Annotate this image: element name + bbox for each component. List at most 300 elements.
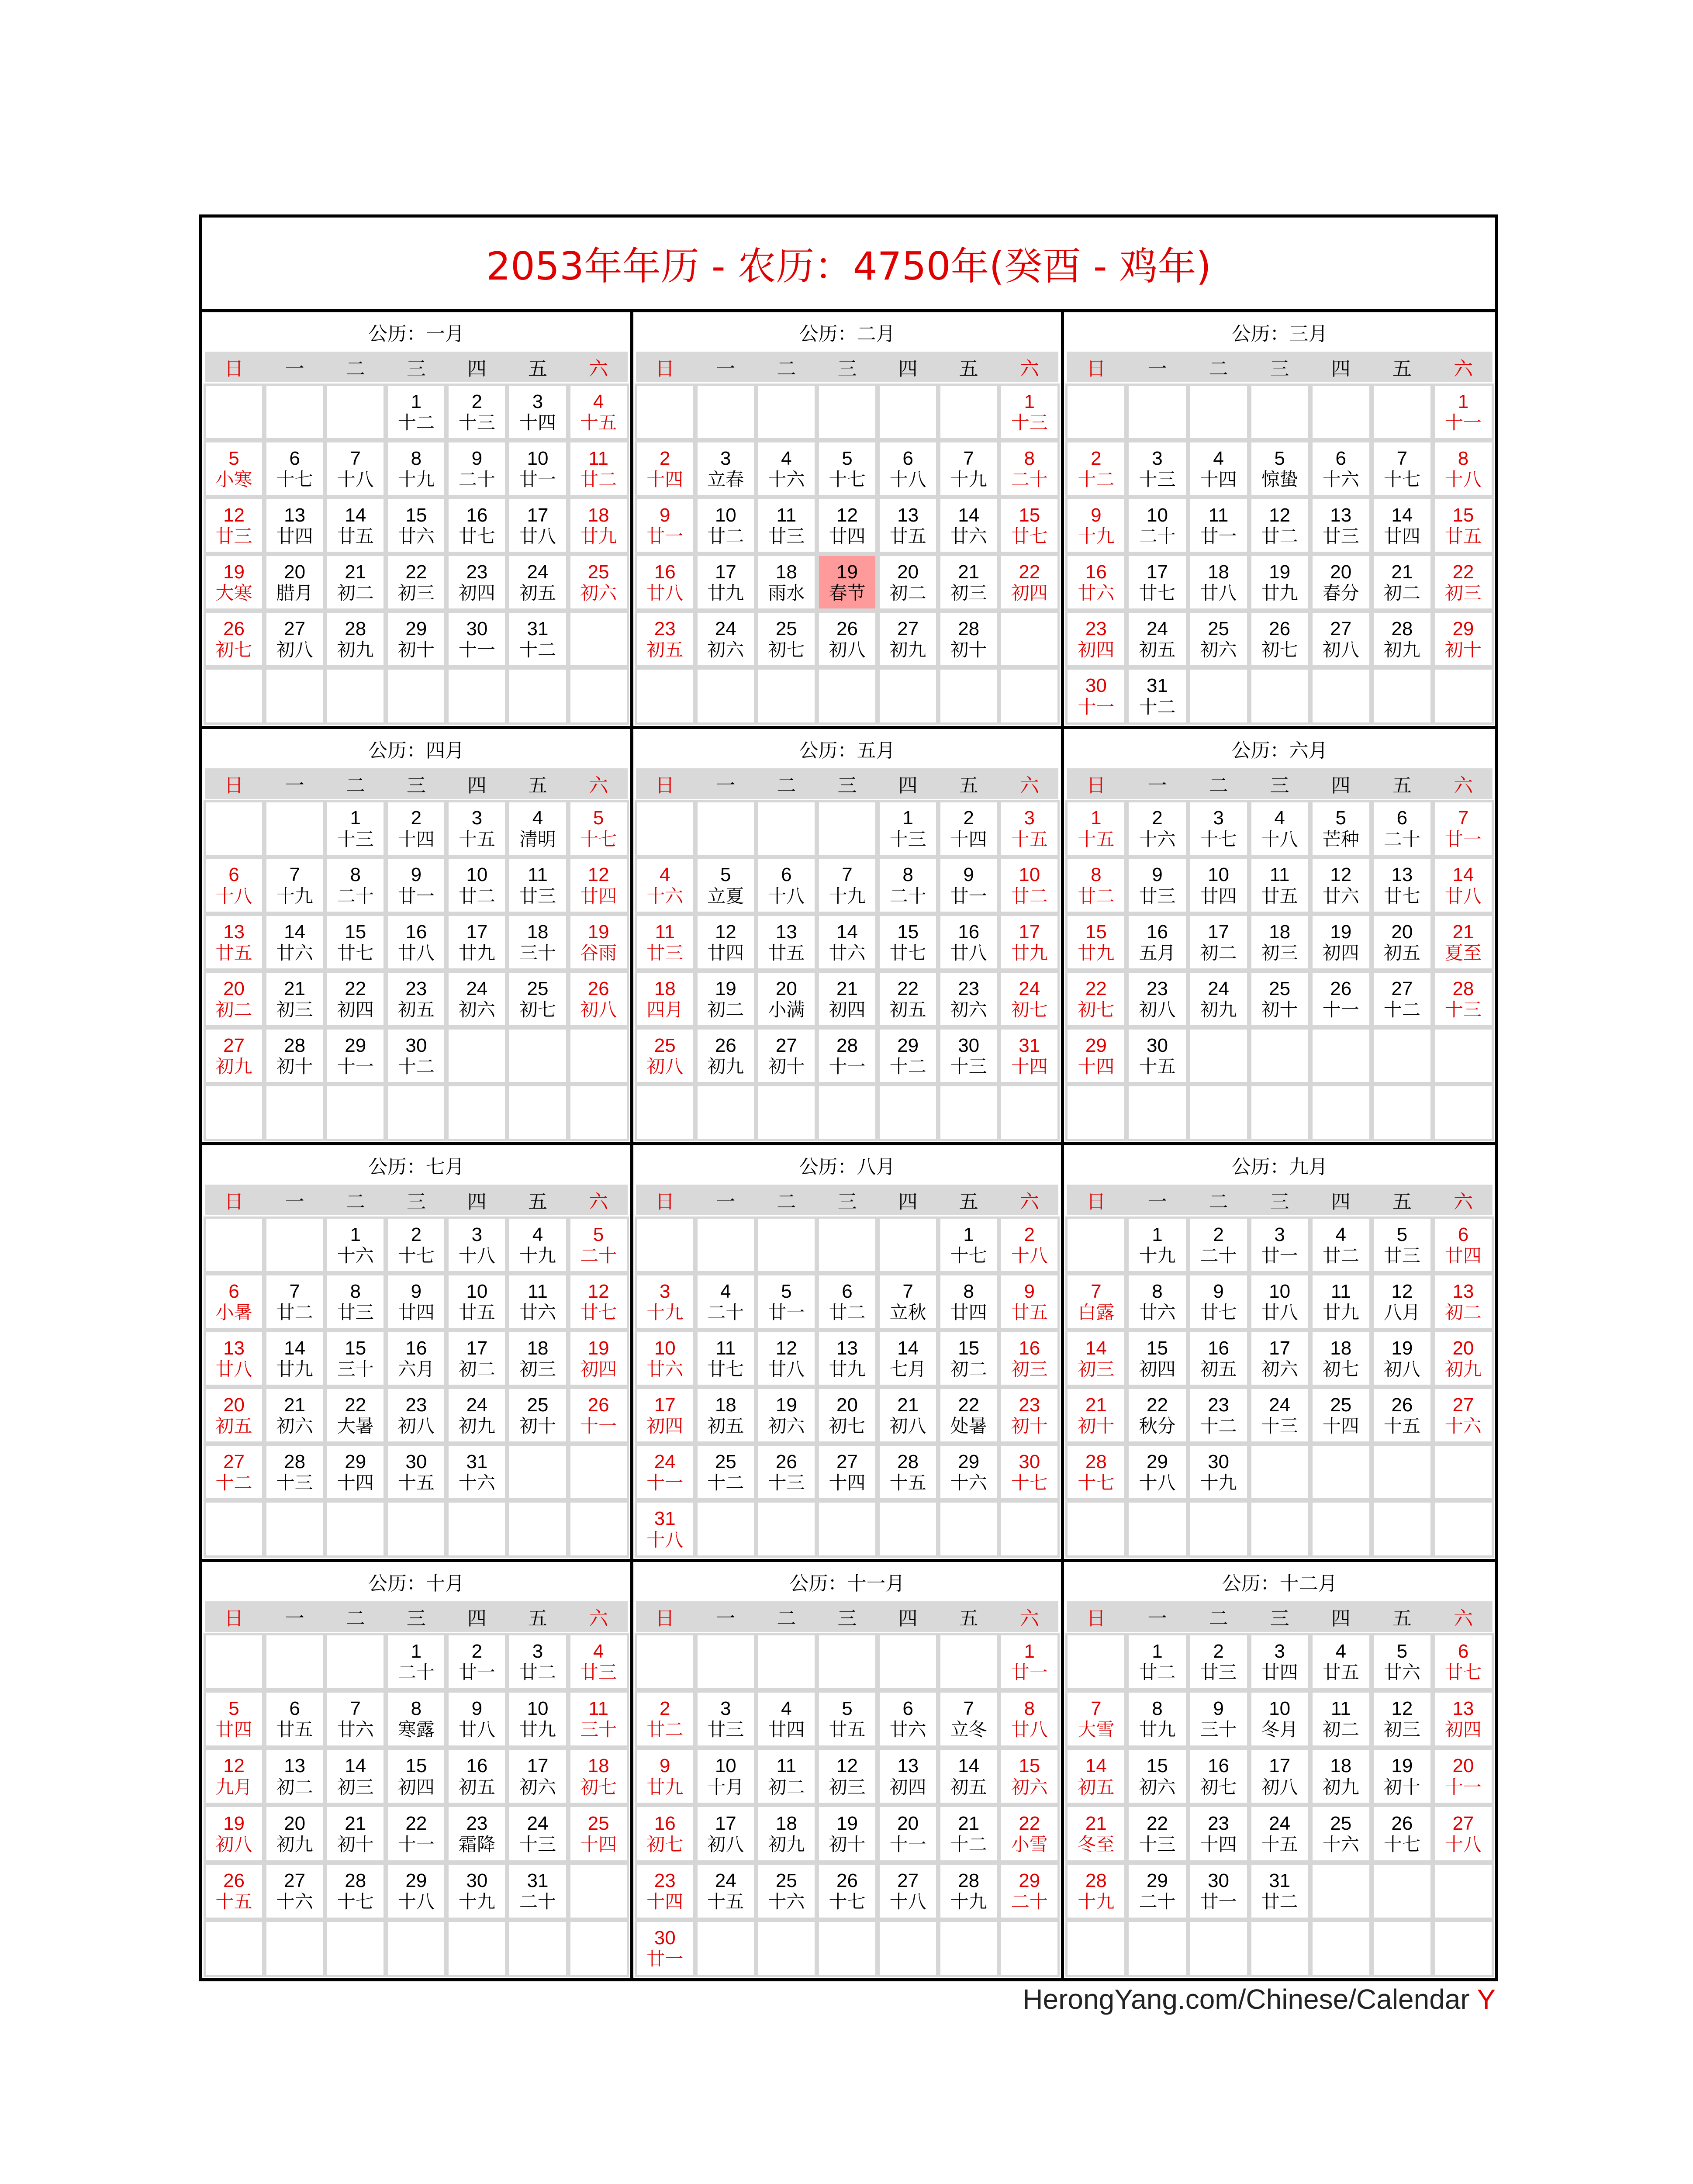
day-cell [1434, 1275, 1493, 1329]
day-cell [1312, 1692, 1370, 1746]
gregorian-day: 2 [1024, 1223, 1035, 1245]
lunar-day: 寒露 [397, 1719, 435, 1741]
day-cell [326, 1331, 384, 1386]
gregorian-day: 8 [411, 447, 422, 469]
day-cell [508, 1275, 567, 1329]
day-cell [1067, 858, 1125, 912]
gregorian-day: 17 [466, 1337, 488, 1359]
gregorian-day: 8 [411, 1698, 422, 1720]
lunar-day: 廿七 [1139, 582, 1176, 604]
lunar-day: 十九 [1078, 1891, 1115, 1913]
lunar-day: 十三 [1261, 1415, 1298, 1437]
empty-cell [1000, 1085, 1058, 1140]
gregorian-day: 26 [1391, 1812, 1413, 1834]
lunar-day: 初三 [519, 1358, 556, 1380]
empty-cell [205, 1502, 263, 1556]
day-cell [636, 1864, 694, 1918]
day-cell [570, 1692, 628, 1746]
lunar-day: 廿三 [646, 942, 684, 964]
day-cell [1067, 915, 1125, 969]
lunar-day: 廿一 [458, 1662, 495, 1683]
day-cell [1067, 972, 1125, 1026]
gregorian-day: 17 [1269, 1337, 1291, 1359]
weekday-label: 三 [837, 774, 857, 797]
lunar-day: 初十 [768, 1055, 805, 1077]
lunar-day: 廿六 [1078, 582, 1115, 604]
gregorian-day: 6 [842, 1280, 853, 1302]
day-cell [879, 1864, 937, 1918]
empty-cell [697, 669, 755, 723]
weekday-label: 五 [959, 1191, 978, 1213]
day-cell [387, 612, 445, 666]
gregorian-day: 6 [781, 864, 792, 886]
lunar-day: 初九 [276, 1833, 313, 1855]
gregorian-day: 8 [1024, 1698, 1035, 1720]
day-cell [326, 1029, 384, 1083]
gregorian-day: 10 [1146, 505, 1168, 526]
day-cell [387, 1388, 445, 1442]
lunar-day: 廿四 [397, 1302, 435, 1324]
lunar-day: 十五 [397, 1472, 435, 1494]
weekday-label: 三 [406, 358, 426, 380]
day-cell [266, 555, 324, 609]
lunar-day: 十四 [829, 1472, 866, 1494]
gregorian-day: 19 [1269, 561, 1291, 583]
lunar-day: 初六 [707, 639, 744, 661]
day-cell [205, 1445, 263, 1499]
day-cell [1373, 1635, 1431, 1689]
gregorian-day: 23 [1146, 978, 1168, 999]
lunar-day: 初二 [707, 999, 744, 1020]
lunar-day: 十四 [1078, 1055, 1115, 1077]
gregorian-day: 3 [1274, 1223, 1285, 1245]
weekday-label: 六 [1453, 774, 1473, 797]
gregorian-day: 13 [836, 1337, 858, 1359]
empty-cell [448, 1029, 506, 1083]
empty-cell [636, 1218, 694, 1272]
lunar-day: 十九 [829, 885, 866, 907]
lunar-day: 十八 [889, 1891, 926, 1913]
gregorian-day: 28 [958, 1870, 980, 1891]
day-cell [205, 858, 263, 912]
weekday-label: 五 [1392, 358, 1412, 380]
gregorian-day: 17 [1269, 1755, 1291, 1777]
lunar-day: 初九 [1383, 639, 1420, 661]
weekday-label: 一 [716, 774, 736, 797]
day-cell [940, 612, 998, 666]
weekday-label: 日 [224, 774, 244, 797]
gregorian-day: 3 [1274, 1640, 1285, 1662]
gregorian-day: 16 [466, 505, 488, 526]
gregorian-day: 11 [655, 921, 675, 943]
lunar-day: 初六 [950, 999, 987, 1020]
lunar-day: 廿三 [215, 525, 252, 547]
day-grid [636, 799, 1059, 1143]
gregorian-day: 9 [411, 1280, 422, 1302]
empty-cell [879, 385, 937, 439]
day-cell [326, 858, 384, 912]
gregorian-day: 24 [1146, 618, 1168, 640]
gregorian-day: 19 [836, 1812, 858, 1834]
gregorian-day: 7 [963, 1698, 974, 1720]
day-cell [266, 972, 324, 1026]
gregorian-day: 27 [1391, 978, 1413, 999]
gregorian-day: 10 [715, 505, 736, 526]
lunar-day: 廿一 [1444, 828, 1482, 850]
lunar-day: 初五 [1139, 639, 1176, 661]
empty-cell [818, 1635, 876, 1689]
gregorian-day: 21 [1085, 1812, 1107, 1834]
lunar-day: 八月 [1383, 1302, 1420, 1324]
empty-cell [636, 1635, 694, 1689]
lunar-day: 二十 [337, 885, 374, 907]
gregorian-day: 29 [958, 1451, 980, 1473]
weekday-label: 二 [777, 774, 796, 797]
gregorian-day: 23 [654, 618, 676, 640]
gregorian-day: 14 [1085, 1755, 1107, 1777]
gregorian-day: 7 [963, 447, 974, 469]
months-grid [202, 312, 1495, 1978]
lunar-day: 二十 [519, 1891, 556, 1913]
day-cell [326, 1445, 384, 1499]
day-cell [448, 858, 506, 912]
day-cell [879, 1388, 937, 1442]
day-cell [818, 1275, 876, 1329]
lunar-day: 初三 [1011, 1358, 1048, 1380]
gregorian-day: 9 [471, 447, 483, 469]
gregorian-day: 1 [350, 807, 361, 829]
day-cell [1189, 972, 1248, 1026]
lunar-day: 初六 [768, 1415, 805, 1437]
empty-cell [940, 1085, 998, 1140]
day-cell [697, 858, 755, 912]
day-cell [1434, 802, 1493, 856]
day-cell [570, 1388, 628, 1442]
gregorian-day: 12 [223, 505, 245, 526]
gregorian-day: 5 [842, 447, 853, 469]
weekday-label: 日 [224, 1191, 244, 1213]
day-cell [266, 442, 324, 496]
day-cell [1373, 442, 1431, 496]
lunar-day: 二十 [1139, 1891, 1176, 1913]
lunar-day: 十二 [519, 639, 556, 661]
empty-cell [266, 1085, 324, 1140]
empty-cell [508, 1502, 567, 1556]
lunar-day: 廿六 [889, 1719, 926, 1741]
month-title: 公历：二月 [799, 323, 895, 345]
gregorian-day: 11 [1330, 1698, 1351, 1720]
gregorian-day: 12 [1330, 864, 1352, 886]
lunar-day: 春节 [829, 582, 866, 604]
lunar-day: 十五 [889, 1472, 926, 1494]
gregorian-day: 3 [1024, 807, 1035, 829]
lunar-day: 廿二 [646, 1719, 684, 1741]
empty-cell [1434, 1921, 1493, 1976]
day-cell [1067, 1692, 1125, 1746]
lunar-day: 初四 [889, 1776, 926, 1798]
day-cell [1189, 802, 1248, 856]
lunar-day: 廿二 [458, 885, 495, 907]
day-cell [1128, 1275, 1186, 1329]
gregorian-day: 22 [897, 978, 919, 999]
lunar-day: 十三 [519, 1833, 556, 1855]
lunar-day: 初十 [950, 639, 987, 661]
day-cell [1251, 498, 1309, 553]
lunar-day: 初八 [707, 1833, 744, 1855]
day-grid [1067, 799, 1493, 1143]
day-cell [1000, 972, 1058, 1026]
day-cell [387, 972, 445, 1026]
lunar-day: 初九 [889, 639, 926, 661]
lunar-day: 十四 [580, 1833, 617, 1855]
day-cell [448, 442, 506, 496]
gregorian-day: 14 [897, 1337, 919, 1359]
lunar-day: 廿一 [519, 469, 556, 491]
gregorian-day: 29 [345, 1034, 366, 1056]
lunar-day: 廿四 [1200, 885, 1237, 907]
lunar-day: 十四 [950, 828, 987, 850]
lunar-day: 十七 [1383, 1833, 1420, 1855]
day-cell [570, 1275, 628, 1329]
lunar-day: 十二 [397, 1055, 435, 1077]
lunar-day: 初三 [1261, 942, 1298, 964]
day-cell [1128, 915, 1186, 969]
lunar-day: 初四 [1322, 942, 1359, 964]
gregorian-day: 28 [958, 618, 980, 640]
weekday-label: 二 [346, 1607, 365, 1630]
lunar-day: 廿二 [1261, 525, 1298, 547]
day-cell [879, 1749, 937, 1804]
empty-cell [508, 1029, 567, 1083]
lunar-day: 小暑 [215, 1302, 252, 1324]
lunar-day: 廿七 [1383, 885, 1420, 907]
gregorian-day: 27 [1452, 1812, 1474, 1834]
gregorian-day: 10 [527, 1698, 549, 1720]
gregorian-day: 13 [284, 1755, 306, 1777]
lunar-day: 初七 [768, 639, 805, 661]
gregorian-day: 28 [1085, 1870, 1107, 1891]
day-cell [387, 1806, 445, 1861]
day-cell [1128, 1864, 1186, 1918]
gregorian-day: 6 [1396, 807, 1408, 829]
empty-cell [1373, 1864, 1431, 1918]
gregorian-day: 16 [466, 1755, 488, 1777]
day-cell [508, 1806, 567, 1861]
gregorian-day: 25 [1269, 978, 1291, 999]
day-cell [570, 1635, 628, 1689]
empty-cell [818, 1921, 876, 1976]
lunar-day: 初四 [1011, 582, 1048, 604]
gregorian-day: 20 [223, 978, 245, 999]
lunar-day: 初二 [215, 999, 252, 1020]
day-cell [266, 1029, 324, 1083]
day-cell [636, 442, 694, 496]
lunar-day: 春分 [1322, 582, 1359, 604]
gregorian-day: 24 [1269, 1812, 1291, 1834]
lunar-day: 十二 [707, 1472, 744, 1494]
weekday-label: 一 [285, 358, 304, 380]
month-title: 公历：一月 [368, 323, 464, 345]
gregorian-day: 8 [1152, 1280, 1163, 1302]
gregorian-day: 21 [1452, 921, 1474, 943]
gregorian-day: 21 [836, 978, 858, 999]
gregorian-day: 29 [897, 1034, 919, 1056]
gregorian-day: 14 [836, 921, 858, 943]
day-cell [387, 1749, 445, 1804]
lunar-day: 十六 [646, 885, 684, 907]
day-cell [1312, 612, 1370, 666]
lunar-day: 十六 [1322, 469, 1359, 491]
gregorian-day: 6 [228, 1280, 239, 1302]
day-cell [940, 1388, 998, 1442]
day-cell [387, 1275, 445, 1329]
empty-cell [818, 1085, 876, 1140]
lunar-day: 廿九 [1011, 942, 1048, 964]
day-cell [387, 1029, 445, 1083]
day-cell [1000, 385, 1058, 439]
weekday-label: 日 [1086, 774, 1106, 797]
month-block [202, 1145, 633, 1562]
day-cell [266, 1275, 324, 1329]
lunar-day: 十一 [580, 1415, 617, 1437]
gregorian-day: 24 [1208, 978, 1230, 999]
gregorian-day: 24 [715, 618, 736, 640]
day-cell [205, 555, 263, 609]
gregorian-day: 1 [1152, 1640, 1163, 1662]
day-cell [1312, 915, 1370, 969]
gregorian-day: 12 [1269, 505, 1291, 526]
lunar-day: 廿六 [1383, 1662, 1420, 1683]
lunar-day: 十八 [337, 469, 374, 491]
lunar-day: 初九 [458, 1415, 495, 1437]
gregorian-day: 30 [1146, 1034, 1168, 1056]
weekday-label: 四 [467, 774, 487, 797]
weekday-header [205, 1185, 628, 1215]
day-cell [205, 972, 263, 1026]
empty-cell [448, 1085, 506, 1140]
day-cell [508, 915, 567, 969]
empty-cell [1251, 1029, 1309, 1083]
day-grid [1067, 1215, 1493, 1559]
day-cell [1067, 612, 1125, 666]
gregorian-day: 4 [593, 390, 604, 412]
lunar-day: 廿三 [519, 885, 556, 907]
lunar-day: 大雪 [1078, 1719, 1115, 1741]
month-title: 公历：十月 [368, 1572, 464, 1595]
lunar-day: 廿六 [1139, 1302, 1176, 1324]
gregorian-day: 24 [1019, 978, 1040, 999]
lunar-day: 十九 [519, 1245, 556, 1267]
gregorian-day: 27 [897, 1870, 919, 1891]
gregorian-day: 25 [587, 561, 609, 583]
gregorian-day: 11 [715, 1337, 736, 1359]
gregorian-day: 14 [958, 505, 980, 526]
gregorian-day: 19 [587, 1337, 609, 1359]
empty-cell [697, 385, 755, 439]
lunar-day: 初五 [458, 1776, 495, 1798]
empty-cell [697, 1502, 755, 1556]
gregorian-day: 16 [958, 921, 980, 943]
gregorian-day: 14 [1391, 505, 1413, 526]
lunar-day: 白露 [1078, 1302, 1115, 1324]
lunar-day: 初九 [1200, 999, 1237, 1020]
day-cell [205, 1388, 263, 1442]
lunar-day: 十一 [1444, 412, 1482, 434]
lunar-day: 廿二 [519, 1662, 556, 1683]
gregorian-day: 5 [1274, 447, 1285, 469]
lunar-day: 廿五 [1261, 885, 1298, 907]
gregorian-day: 4 [781, 447, 792, 469]
lunar-day: 十二 [1200, 1415, 1237, 1437]
day-cell [1128, 1445, 1186, 1499]
day-cell [1189, 498, 1248, 553]
day-cell [1067, 1806, 1125, 1861]
weekday-label: 六 [1019, 774, 1039, 797]
gregorian-day: 18 [1330, 1337, 1352, 1359]
empty-cell [757, 385, 815, 439]
day-cell [757, 1029, 815, 1083]
lunar-day: 二十 [1139, 525, 1176, 547]
day-cell [940, 1445, 998, 1499]
gregorian-day: 2 [411, 1223, 422, 1245]
lunar-day: 廿七 [458, 525, 495, 547]
gregorian-day: 24 [466, 1394, 488, 1416]
day-cell [1434, 1218, 1493, 1272]
gregorian-day: 7 [1091, 1698, 1102, 1720]
gregorian-day: 9 [963, 864, 974, 886]
gregorian-day: 4 [593, 1640, 604, 1662]
month-title: 公历：四月 [368, 739, 464, 762]
day-cell [570, 972, 628, 1026]
lunar-day: 初八 [889, 1415, 926, 1437]
lunar-day: 十九 [950, 469, 987, 491]
lunar-day: 立夏 [707, 885, 744, 907]
gregorian-day: 12 [223, 1755, 245, 1777]
empty-cell [1312, 385, 1370, 439]
day-cell [1434, 1331, 1493, 1386]
gregorian-day: 5 [593, 1223, 604, 1245]
gregorian-day: 24 [1269, 1394, 1291, 1416]
lunar-day: 冬月 [1261, 1719, 1298, 1741]
day-cell [1251, 1806, 1309, 1861]
empty-cell [1434, 1085, 1493, 1140]
day-cell [1128, 1218, 1186, 1272]
day-cell [879, 555, 937, 609]
weekday-header [1067, 352, 1493, 382]
day-cell [879, 1275, 937, 1329]
empty-cell [387, 1502, 445, 1556]
gregorian-day: 4 [781, 1698, 792, 1720]
month-block [633, 1145, 1064, 1562]
day-cell [818, 1806, 876, 1861]
lunar-day: 初五 [707, 1415, 744, 1437]
gregorian-day: 12 [1391, 1280, 1413, 1302]
day-cell [266, 498, 324, 553]
gregorian-day: 30 [405, 1451, 427, 1473]
day-cell [448, 1331, 506, 1386]
gregorian-day: 30 [1208, 1870, 1230, 1891]
weekday-label: 三 [1270, 358, 1289, 380]
lunar-day: 廿二 [707, 525, 744, 547]
day-cell [1434, 1388, 1493, 1442]
weekday-label: 日 [655, 358, 675, 380]
gregorian-day: 2 [659, 1698, 670, 1720]
gregorian-day: 21 [284, 978, 306, 999]
lunar-day: 廿四 [950, 1302, 987, 1324]
day-cell [636, 972, 694, 1026]
gregorian-day: 20 [1452, 1755, 1474, 1777]
day-cell [1434, 555, 1493, 609]
